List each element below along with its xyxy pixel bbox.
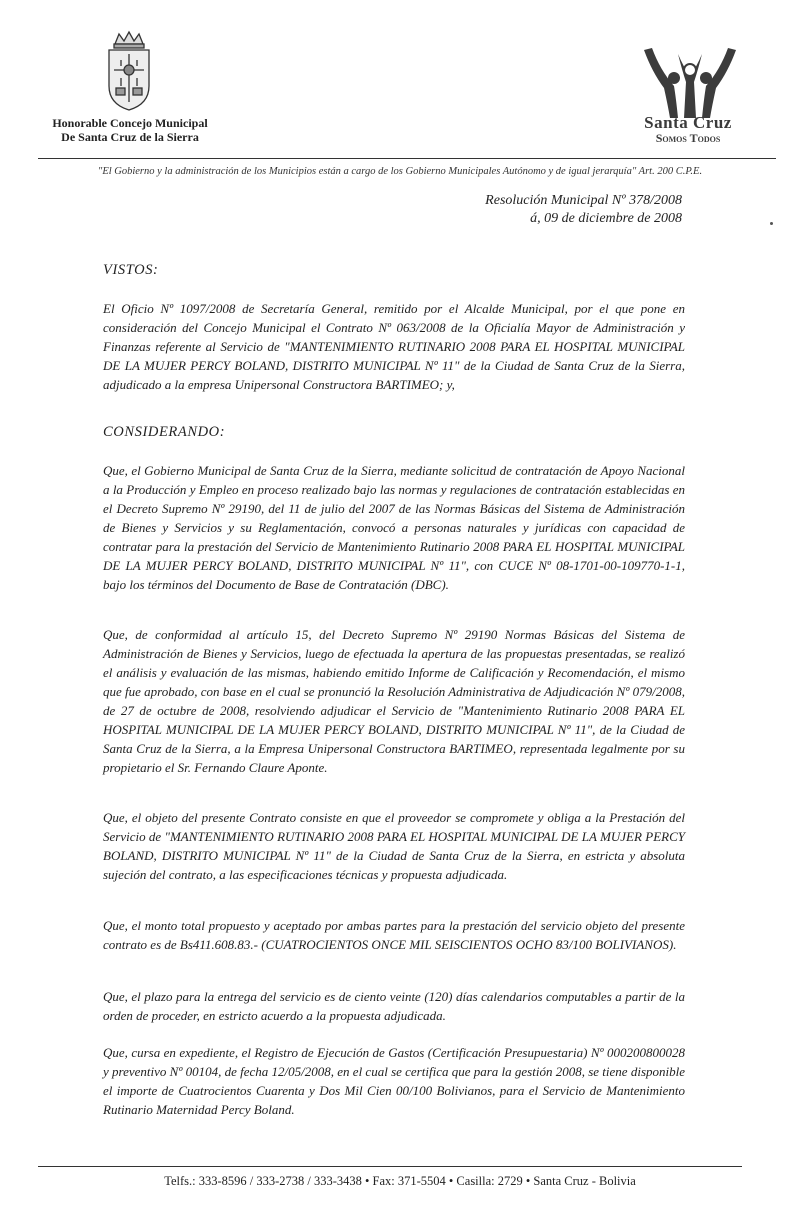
considerando-heading: CONSIDERANDO: [103,424,226,440]
constitution-motto: "El Gobierno y la administración de los Municipios están a cargo de los Gobierno Municipales Autónomo y de igual jerarquía" Art. 200 C.P.E. [97,166,703,177]
santa-cruz-logo [628,114,748,145]
scan-speck [770,222,773,225]
logo-text: Santa Cruz [644,113,732,132]
municipal-crest-icon [102,30,156,112]
considerando-paragraph-5: Que, el plazo para la entrega del servicio es de ciento veinte (120) días calendarios computables a partir de la orden de proceder, en estricto acuerdo a la propuesta adjudicada. [103,989,685,1023]
vistos-heading: VISTOS: [103,262,159,278]
santa-cruz-people-logo-icon [638,48,742,120]
resolution-date: á, 09 de diciembre de 2008 [530,211,682,226]
logo-tagline: Somos Todos [655,131,721,145]
footer-contact: Telfs.: 333-8596 / 333-2738 / 333-3438 • Fax: 371-5504 • Casilla: 2729 • Santa Cruz - Bolivia [164,1174,636,1188]
council-name [40,116,220,144]
footer-divider [38,1166,742,1167]
considerando-paragraph-6: Que, cursa en expediente, el Registro de Ejecución de Gastos (Certificación Presupuestaria) Nº 000200800028 y preventivo Nº 00104, de fecha 12/05/2008, en el cual se certifica que para la gestión 2008, se tiene disponible el importe de Cuatrocientos Cuarenta y Dos Mil Cien 00/100 Bolivianos, para el Servicio de Mantenimiento Rutinario Maternidad Percy Boland. [103,1045,685,1117]
council-name-line2: De Santa Cruz de la Sierra [61,130,199,144]
council-name-line1: Honorable Concejo Municipal [52,116,208,130]
header-divider [38,158,776,159]
vistos-paragraph: El Oficio Nº 1097/2008 de Secretaría General, remitido por el Alcalde Municipal, por el que pone en consideración del Concejo Municipal el Contrato Nº 063/2008 de la Oficialía Mayor de Administración y Finanzas referente al Servicio de "MANTENIMIENTO RUTINARIO 2008 PARA EL HOSPITAL MUNICIPAL DE LA MUJER PERCY BOLAND, DISTRITO MUNICIPAL Nº 11" de la Ciudad de Santa Cruz de la Sierra, adjudicado a la empresa Unipersonal Constructora BARTIMEO; y, [103,301,685,392]
considerando-paragraph-3: Que, el objeto del presente Contrato consiste en que el proveedor se compromete y obliga a la Prestación del Servicio de "MANTENIMIENTO RUTINARIO 2008 PARA EL HOSPITAL MUNICIPAL DE LA MUJER PERCY BOLAND, DISTRITO MUNICIPAL Nº 11" de la Ciudad de Santa Cruz de la Sierra, en estricta y absoluta sujeción del contrato, a las especificaciones técnicas y propuesta adjudicada. [103,810,685,882]
resolution-block [485,192,682,228]
considerando-paragraph-4: Que, el monto total propuesto y aceptado por ambas partes para la prestación del servicio objeto del presente contrato es de Bs411.608.83.- (CUATROCIENTOS ONCE MIL SEISCIENTOS OCHO 83/100 BOLIVIANOS). [103,918,685,952]
considerando-paragraph-2: Que, de conformidad al artículo 15, del Decreto Supremo Nº 29190 Normas Básicas del Sistema de Administración de Bienes y Servicios, luego de efectuada la apertura de las propuestas presentadas, se realizó el análisis y evaluación de las mismas, habiendo emitido Informe de Calificación y Recomendación, el mismo que fue aprobado, con base en el cual se pronunció la Resolución Administrativa de Adjudicación Nº 079/2008, de 27 de octubre de 2008, resolviendo adjudicar el Servicio de "Mantenimiento Rutinario 2008 PARA EL HOSPITAL MUNICIPAL DE LA MUJER PERCY BOLAND, DISTRITO MUNICIPAL Nº 11", de la Ciudad de Santa Cruz de la Sierra, a la Empresa Unipersonal Constructora BARTIMEO, representada legalmente por su propietario el Sr. Fernando Claure Aponte. [103,627,685,775]
considerando-paragraph-1: Que, el Gobierno Municipal de Santa Cruz de la Sierra, mediante solicitud de contratación de Apoyo Nacional a la Producción y Empleo en proceso realizado bajo las normas y regulaciones de contratación establecidas en el Decreto Supremo Nº 29190, del 11 de julio del 2007 de las Normas Básicas del Sistema de Administración de Bienes y Servicios y su Reglamentación, convocó a personas naturales y jurídicas con capacidad de contratar para la prestación del Servicio de Mantenimiento Rutinario 2008 PARA EL HOSPITAL MUNICIPAL DE LA MUJER PERCY BOLAND, DISTRITO MUNICIPAL Nº 11", con CUCE Nº 08-1701-00-109770-1-1, bajo los términos del Documento de Base de Contratación (DBC). [103,463,685,592]
resolution-number: Resolución Municipal Nº 378/2008 [485,193,682,208]
